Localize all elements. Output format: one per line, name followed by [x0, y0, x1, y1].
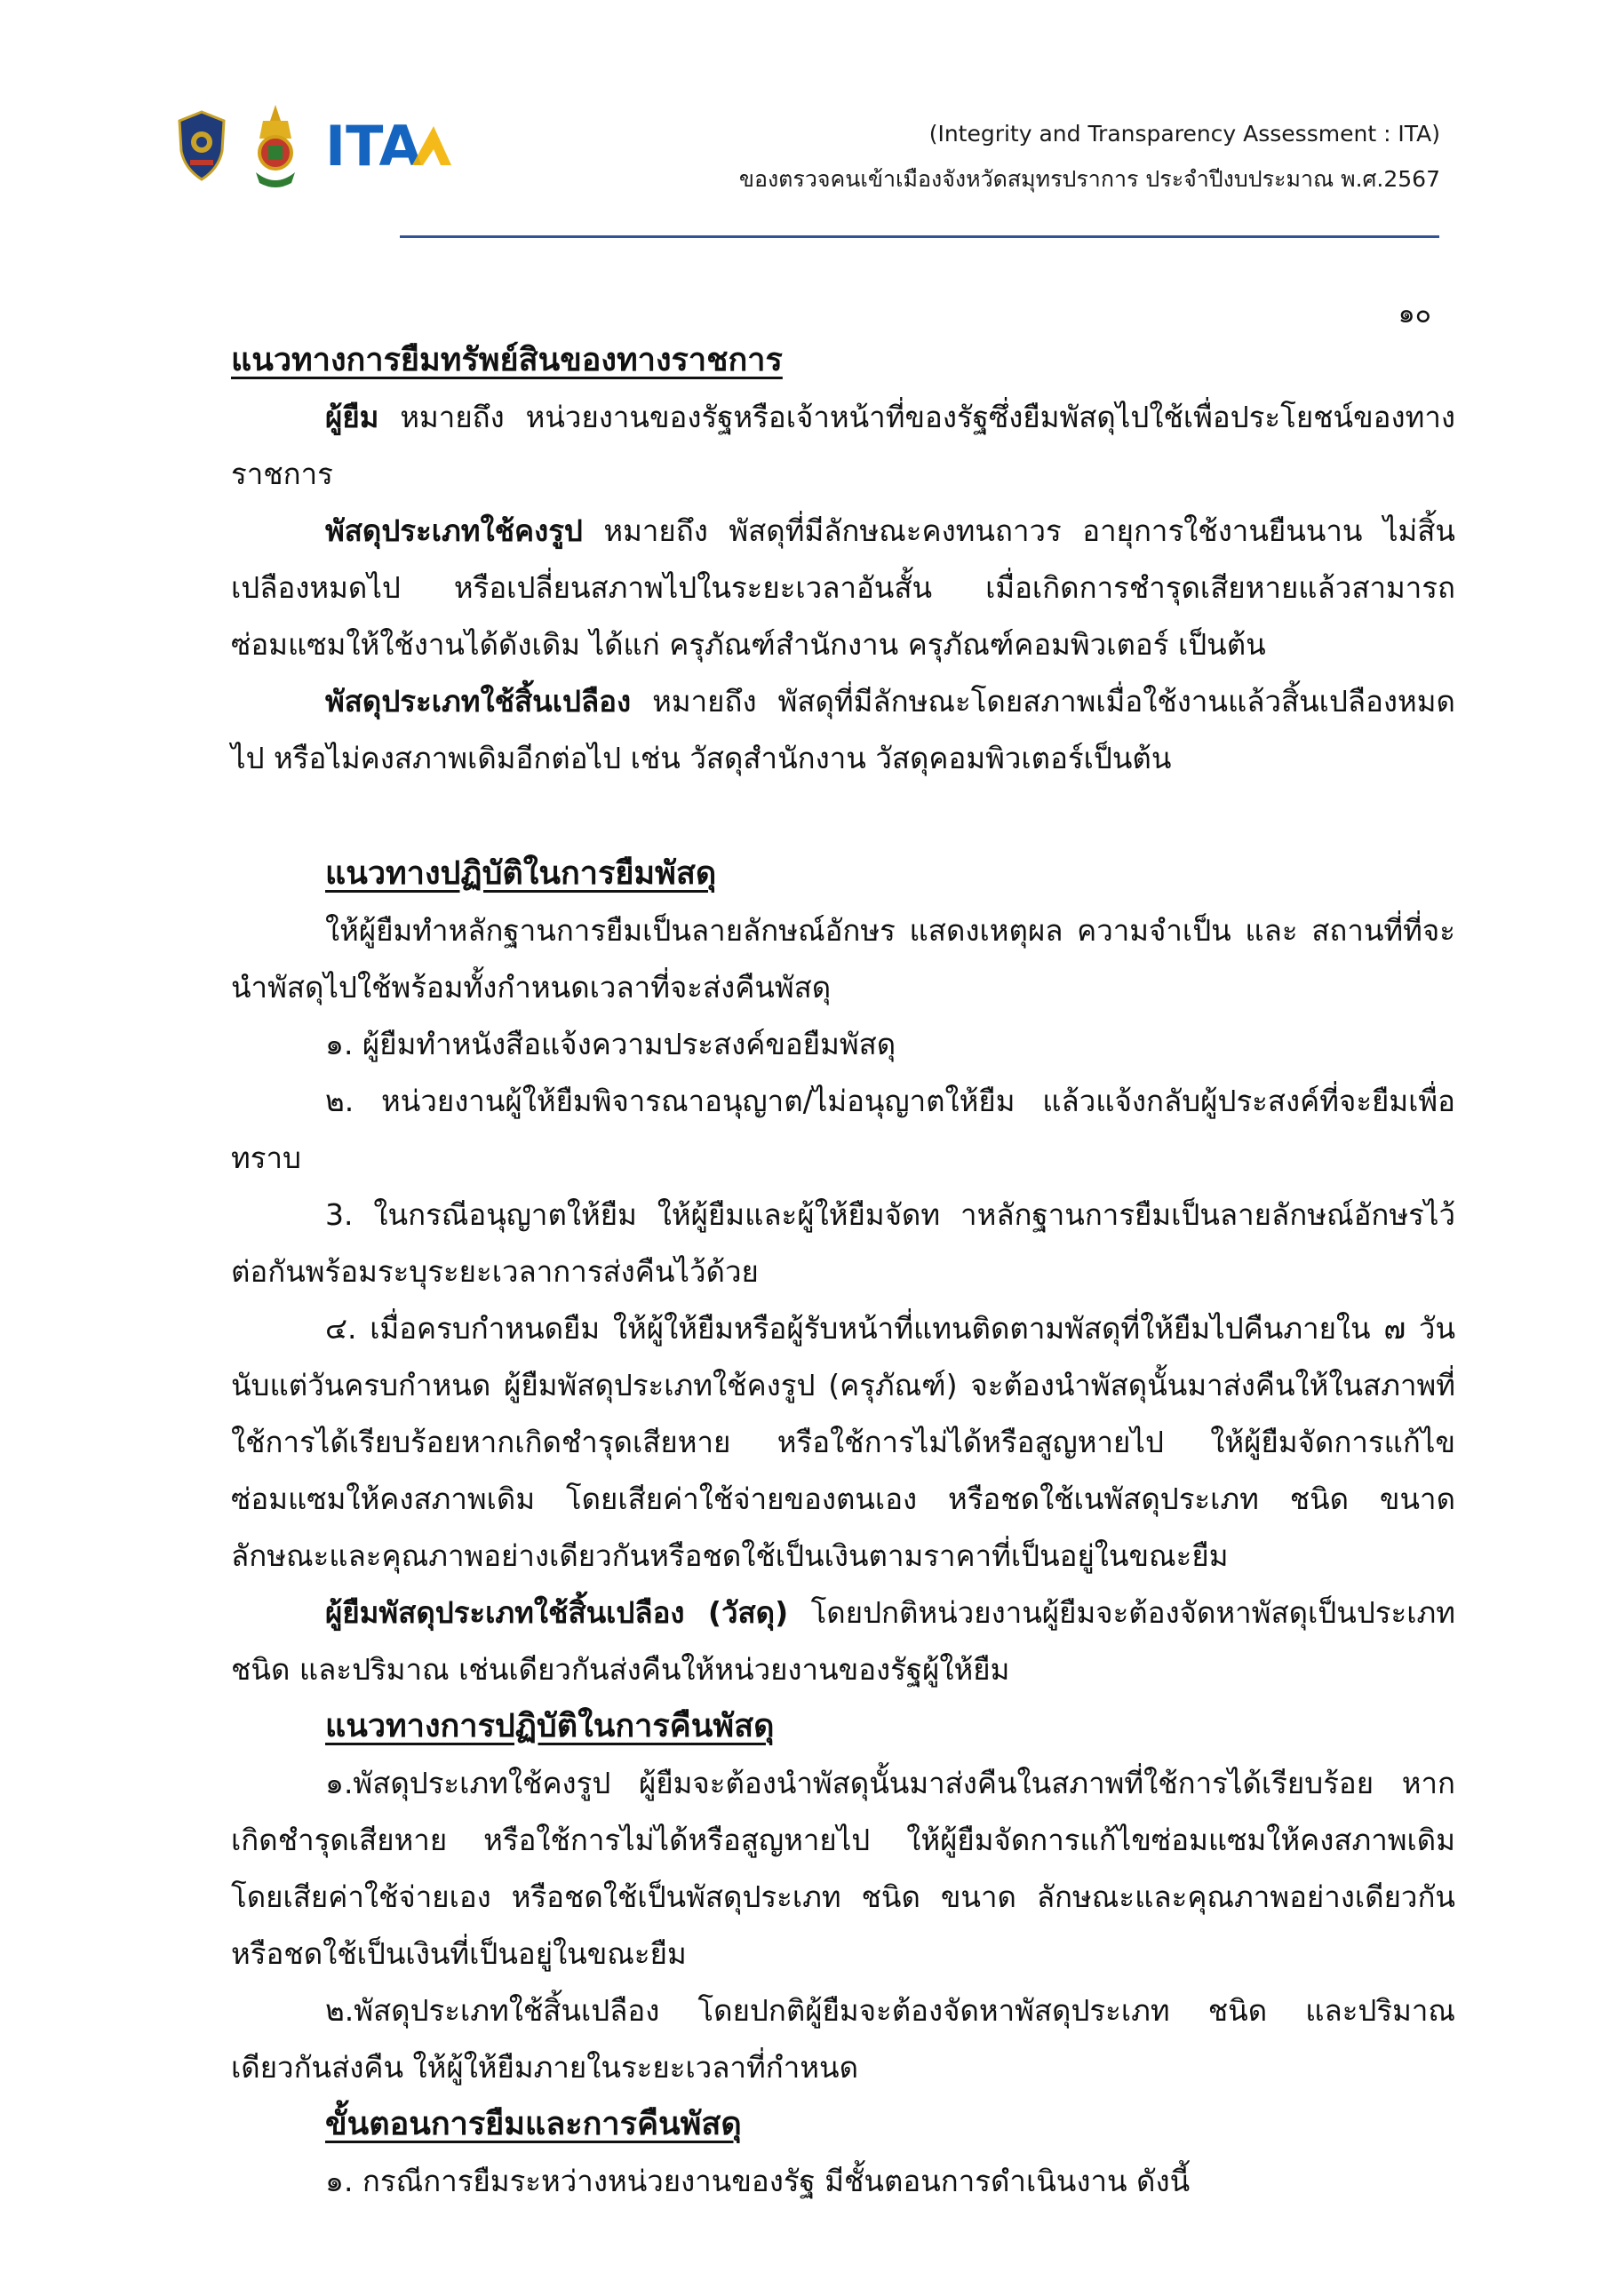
definition-consumable-borrower: โดยปกติหน่วยงานผู้ยืมจะต้องจัดหาพัสดุเป็นประเภท ชนิด และปริมาณ เช่นเดียวกันส่งคืนให้หน่วยงานของรัฐผู้ให้ยืม	[231, 1595, 1455, 1687]
paragraph-durable-definition	[231, 503, 1455, 673]
term-consumable-supplies: พัสดุประเภทใช้สิ้นเปลือง	[325, 684, 632, 719]
definition-consumable-supplies: หมายถึง พัสดุที่มีลักษณะโดยสภาพเมื่อใช้งานแล้วสิ้นเปลืองหมดไป หรือไม่คงสภาพเดิมอีกต่อไป เช่น วัสดุสำนักงาน วัสดุคอมพิวเตอร์เป็นต้น	[231, 684, 1455, 775]
header-agency-year: ของตรวจคนเข้าเมืองจังหวัดสมุทรปราการ ประจำปีงบประมาณ พ.ศ.2567	[738, 166, 1440, 192]
header-divider	[400, 235, 1439, 238]
list-item-return-1: ๑.พัสดุประเภทใช้คงรูป ผู้ยืมจะต้องนำพัสดุนั้นมาส่งคืนในสภาพที่ใช้การได้เรียบร้อย หากเกิดชำรุดเสียหาย หรือใช้การไม่ได้หรือสูญหายไป ให้ผู้ยืมจัดการแก้ไขซ่อมแซมให้คงสภาพเดิม โดยเสียค่าใช้จ่ายเอง หรือชดใช้เป็นพัสดุประเภท ชนิด ขนาด ลักษณะและคุณภาพอย่างเดียวกัน หรือชดใช้เป็นเงินที่เป็นอยู่ในขณะยืม	[231, 1766, 1455, 1971]
immigration-shield-logo-icon	[178, 110, 226, 181]
ita-logo-icon	[325, 110, 458, 181]
list-item-procedure-1: ๑. กรณีการยืมระหว่างหน่วยงานของรัฐ มีชั้นตอนการดำเนินงาน ดังนี้	[325, 2164, 1191, 2198]
header-ita-title: (Integrity and Transparency Assessment : ITA)	[928, 121, 1440, 147]
section-heading-return-practice: แนวทางการปฏิบัติในการคืนพัสดุ	[325, 1708, 775, 1744]
term-durable-supplies: พัสดุประเภทใช้คงรูป	[325, 513, 583, 548]
royal-emblem-logo-icon	[249, 103, 302, 188]
section-heading-borrowing-practice: แนวทางปฏิบัติในการยืมพัสดุ	[325, 855, 717, 892]
list-item-borrow-2: ๒. หน่วยงานผู้ให้ยืมพิจารณาอนุญาต/ไม่อนุญาตให้ยืม แล้วแจ้งกลับผู้ประสงค์ที่จะยืมเพื่อทราบ	[231, 1084, 1455, 1175]
definition-durable-supplies: หมายถึง พัสดุที่มีลักษณะคงทนถาวร อายุการใช้งานยืนนาน ไม่สิ้นเปลืองหมดไป หรือเปลี่ยนสภาพไปในระยะเวลาอันสั้น เมื่อเกิดการชำรุดเสียหายแล้วสามารถซ่อมแซมให้ใช้งานได้ดังเดิม ได้แก่ ครุภัณฑ์สำนักงาน ครุภัณฑ์คอมพิวเตอร์ เป็นต้น	[231, 513, 1455, 662]
page-number: ๑๐	[1398, 298, 1431, 330]
paragraph-consumable-borrower	[231, 1585, 1455, 1698]
term-consumable-borrower: ผู้ยืมพัสดุประเภทใช้สิ้นเปลือง (วัสดุ)	[325, 1595, 789, 1630]
section-heading-procedure: ขั้นตอนการยืมและการคืนพัสดุ	[325, 2106, 742, 2142]
term-borrower: ผู้ยืม	[325, 400, 379, 434]
paragraph-borrowing-intro: ให้ผู้ยืมทำหลักฐานการยืมเป็นลายลักษณ์อักษร แสดงเหตุผล ความจำเป็น และ สถานที่ที่จะนำพัสดุไปใช้พร้อมทั้งกำหนดเวลาที่จะส่งคืนพัสดุ	[231, 913, 1455, 1005]
definition-borrower: หมายถึง หน่วยงานของรัฐหรือเจ้าหน้าที่ของรัฐซึ่งยืมพัสดุไปใช้เพื่อประโยชน์ของทางราชการ	[231, 400, 1455, 491]
paragraph-consumable-definition	[231, 673, 1455, 787]
list-item-borrow-4: ๔. เมื่อครบกำหนดยืม ให้ผู้ให้ยืมหรือผู้รับหน้าที่แทนติดตามพัสดุที่ให้ยืมไปคืนภายใน ๗ วัน นับแต่วันครบกำหนด ผู้ยืมพัสดุประเภทใช้คงรูป (ครุภัณฑ์) จะต้องนำพัสดุนั้นมาส่งคืนให้ในสภาพที่ใช้การได้เรียบร้อยหากเกิดชำรุดเสียหาย หรือใช้การไม่ได้หรือสูญหายไป ให้ผู้ยืมจัดการแก้ไขซ่อมแซมให้คงสภาพเดิม โดยเสียค่าใช้จ่ายของตนเอง หรือชดใช้เนพัสดุประเภท ชนิด ขนาด ลักษณะและคุณภาพอย่างเดียวกันหรือชดใช้เป็นเงินตามราคาที่เป็นอยู่ในขณะยืม	[231, 1311, 1455, 1573]
list-item-return-2: ๒.พัสดุประเภทใช้สิ้นเปลือง โดยปกติผู้ยืมจะต้องจัดหาพัสดุประเภท ชนิด และปริมาณเดียวกันส่งคืน ให้ผู้ให้ยืมภายในระยะเวลาที่กำหนด	[231, 1993, 1455, 2085]
list-item-borrow-1: ๑. ผู้ยืมทำหนังสือแจ้งความประสงค์ขอยืมพัสดุ	[325, 1027, 896, 1061]
ita-logo-text: ITA	[325, 114, 422, 179]
list-item-borrow-3: 3. ในกรณีอนุญาตให้ยืม ให้ผู้ยืมและผู้ให้ยืมจัดท าหลักฐานการยืมเป็นลายลักษณ์อักษรไว้ต่อกันพร้อมระบุระยะเวลาการส่งคืนไว้ด้วย	[231, 1197, 1455, 1289]
paragraph-borrower-definition	[231, 389, 1455, 503]
document-body	[231, 332, 1455, 2210]
section-heading-borrowing-guidelines: แนวทางการยืมทรัพย์สินของทางราชการ	[231, 342, 783, 378]
header-logos	[178, 101, 458, 190]
